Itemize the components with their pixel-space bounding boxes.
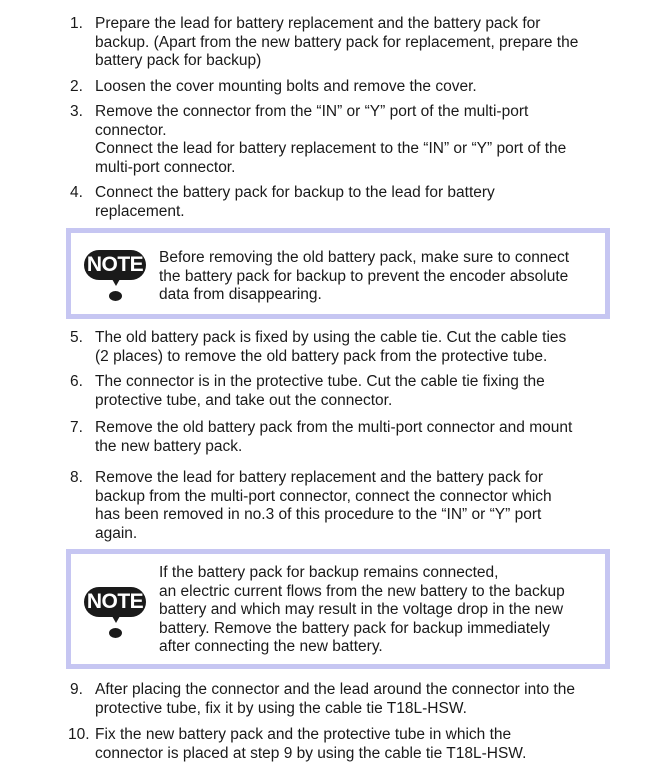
step-text: Loosen the cover mounting bolts and remove the cover. bbox=[95, 78, 477, 95]
step-text: The old battery pack is fixed by using the cable tie. Cut the cable ties (2 places) to remove the old battery pack from the protective tube. bbox=[95, 329, 567, 365]
note-badge: NOTE bbox=[84, 587, 146, 617]
step-number: 3. bbox=[70, 103, 83, 120]
step-text: After placing the connector and the lead around the connector into the protective tube, fix it by using the cable tie T18L-HSW. bbox=[95, 681, 575, 717]
step-text: Fix the new battery pack and the protective tube in which the connector is placed at step 9 by using the cable tie T18L-HSW. bbox=[95, 726, 527, 762]
step-number: 1. bbox=[70, 15, 83, 32]
step-number: 10. bbox=[68, 726, 90, 743]
step-text: Remove the connector from the “IN” or “Y” port of the multi-port connector. Connect the lead for battery replacement to the “IN” or “Y” port of the multi-port connector. bbox=[95, 103, 567, 176]
step-text: Prepare the lead for battery replacement and the battery pack for backup. (Apart from the new battery pack for replacement, prepare the battery pack for backup) bbox=[95, 15, 579, 70]
step-text: Connect the battery pack for backup to the lead for battery replacement. bbox=[95, 184, 495, 220]
note-box bbox=[66, 549, 610, 669]
note-warning-icon bbox=[84, 587, 146, 643]
step-text: The connector is in the protective tube. Cut the cable tie fixing the protective tube, and take out the connector. bbox=[95, 373, 545, 409]
note-badge: NOTE bbox=[84, 250, 146, 280]
step-number: 5. bbox=[70, 329, 83, 346]
note-box bbox=[66, 228, 610, 319]
step-text: Remove the lead for battery replacement and the battery pack for backup from the multi-port connector, connect the connector which has been removed in no.3 of this procedure to the “IN” or “Y” port again. bbox=[95, 469, 552, 542]
step-number: 9. bbox=[70, 681, 83, 698]
step-number: 7. bbox=[70, 419, 83, 436]
note-warning-icon bbox=[84, 250, 146, 306]
step-number: 2. bbox=[70, 78, 83, 95]
note-text: If the battery pack for backup remains connected, an electric current flows from the new battery to the backup battery and which may result in the voltage drop in the new battery. Remove the battery pack for backup immediately after connecting the new battery. bbox=[159, 564, 565, 656]
note-text: Before removing the old battery pack, make sure to connect the battery pack for backup to prevent the encoder absolute data from disappearing. bbox=[159, 249, 570, 304]
step-number: 6. bbox=[70, 373, 83, 390]
step-text: Remove the old battery pack from the multi-port connector and mount the new battery pack. bbox=[95, 419, 573, 455]
step-number: 4. bbox=[70, 184, 83, 201]
step-number: 8. bbox=[70, 469, 83, 486]
